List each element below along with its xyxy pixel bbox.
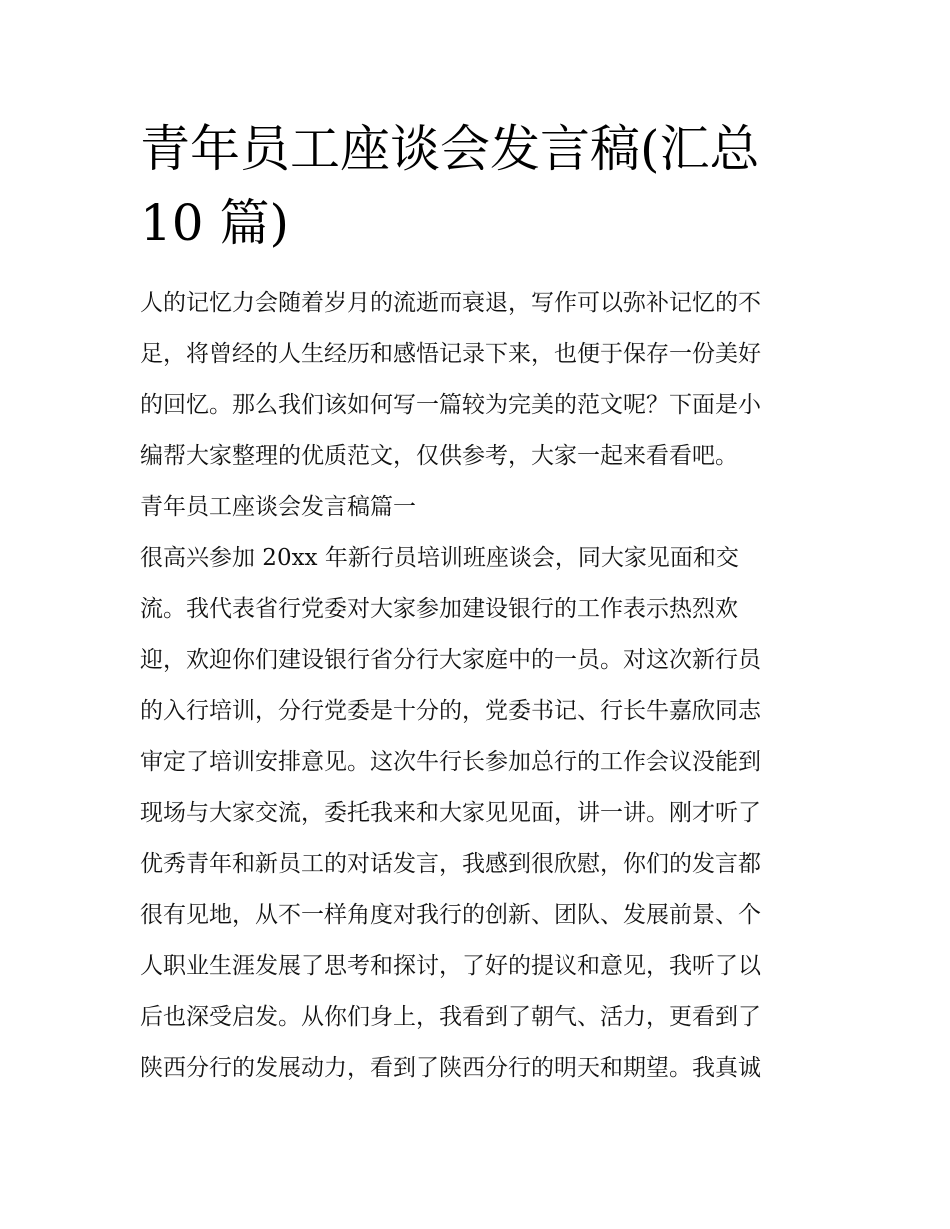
body-line: 流。我代表省行党委对大家参加建设银行的工作表示热烈欢 <box>140 596 738 622</box>
body-line: 编帮大家整理的优质范文，仅供参考，大家一起来看看吧。 <box>140 443 738 469</box>
body-line: 的入行培训，分行党委是十分的，党委书记、行长牛嘉欣同志 <box>140 698 761 724</box>
body-line: 人职业生涯发展了思考和探讨，了好的提议和意见，我听了以 <box>140 953 761 979</box>
document-title <box>140 112 820 260</box>
body-line: 很高兴参加 20xx 年新行员培训班座谈会，同大家见面和交 <box>140 545 739 571</box>
document-body <box>140 278 830 1094</box>
body-line: 优秀青年和新员工的对话发言，我感到很欣慰，你们的发言都 <box>140 851 761 877</box>
body-line: 很有见地，从不一样角度对我行的创新、团队、发展前景、个 <box>140 902 761 928</box>
body-line: 现场与大家交流，委托我来和大家见见面，讲一讲。刚才听了 <box>140 800 761 826</box>
title-line: 青年员工座谈会发言稿(汇总 <box>140 120 760 178</box>
body-line: 审定了培训安排意见。这次牛行长参加总行的工作会议没能到 <box>140 749 761 775</box>
body-line: 迎，欢迎你们建设银行省分行大家庭中的一员。对这次新行员 <box>140 647 761 673</box>
body-line: 的回忆。那么我们该如何写一篇较为完美的范文呢？下面是小 <box>140 392 761 418</box>
title-line: 10 篇) <box>140 194 290 252</box>
body-line: 人的记忆力会随着岁月的流逝而衰退，写作可以弥补记忆的不 <box>140 290 761 316</box>
section-heading: 青年员工座谈会发言稿篇一 <box>140 494 416 520</box>
body-line: 后也深受启发。从你们身上，我看到了朝气、活力，更看到了 <box>140 1004 761 1030</box>
body-line: 足，将曾经的人生经历和感悟记录下来，也便于保存一份美好 <box>140 341 761 367</box>
body-line: 陕西分行的发展动力，看到了陕西分行的明天和期望。我真诚 <box>140 1055 761 1081</box>
